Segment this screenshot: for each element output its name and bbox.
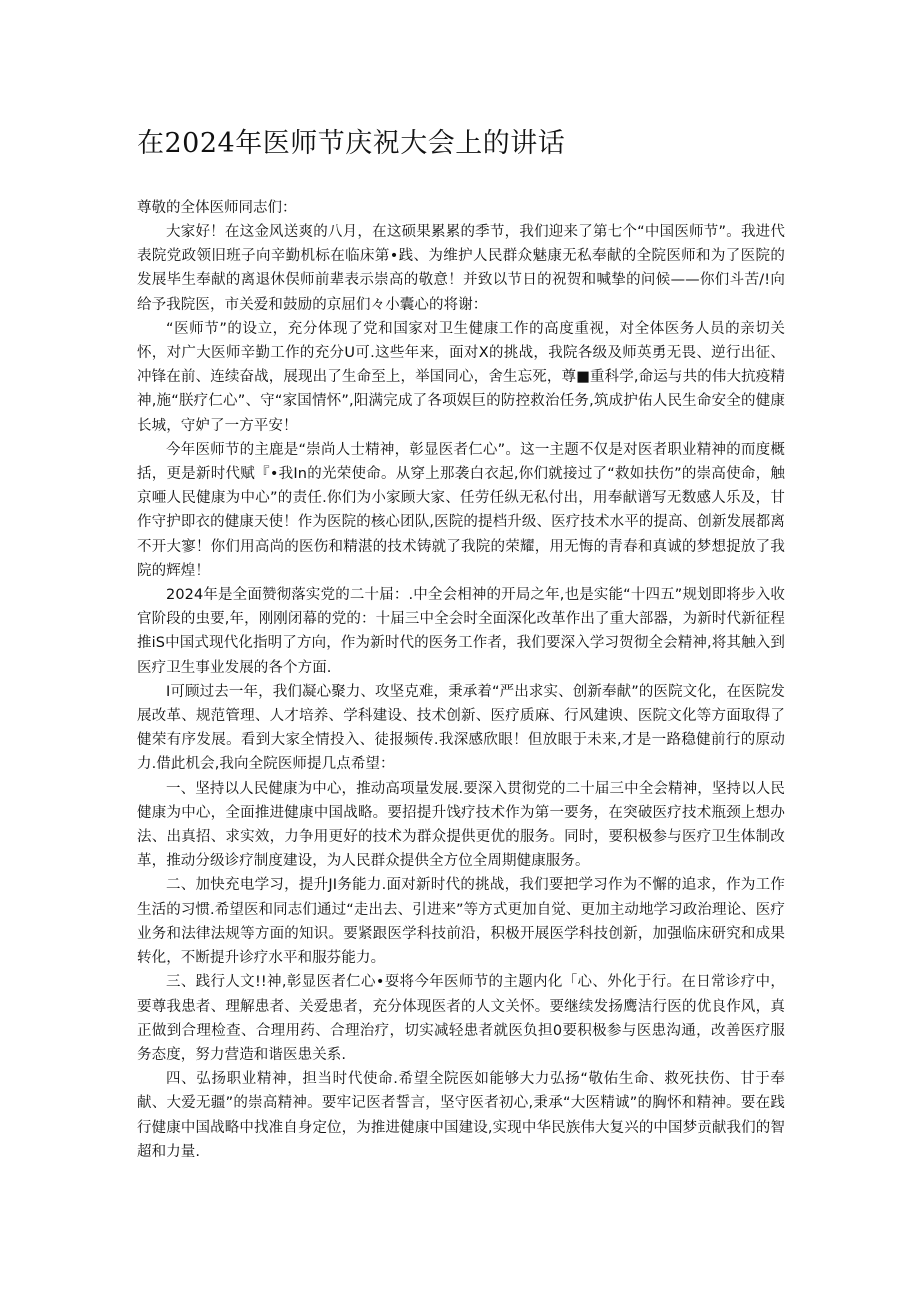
- salutation: 尊敬的全体医师同志们：: [137, 200, 297, 216]
- paragraph-hope-4: 四、弘扬职业精神，担当时代使命.希望全院医如能够大力弘扬“敬佑生命、救死扶伤、甘于奉献、大爱无疆”的崇高精神。要牢记医者誓言，坚守医者初心,秉承“大医精诚”的胸怀和精神。要在践行健康中国战略中找准自身定位，为推进健康中国建设,实现中华民族伟大复兴的中国梦贡献我们的智超和力量.: [137, 1071, 785, 1160]
- paragraph-hope-1: 一、坚持以人民健康为中心，推动高项量发展.要深入贯彻党的二十届三中全会精神，坚持以人民健康为中心，全面推进健康中国战略。要招提升饯疗技术作为第一要务，在突破医疗技术瓶颈上想办法、出真招、求实效，力争用更好的技术为群众提供更优的服务。同时，要积极参与医疗卫生体制改革，推动分级诊疗制度建设，为人民群众提供全方位全周期健康服务。: [137, 780, 785, 870]
- document-title: 在2024年医师节庆祝大会上的讲话: [137, 128, 566, 159]
- paragraph-2024-context: 2024年是全面赞彻落实党的二十届：.中全会相神的开局之年,也是实能“十四五”规划即将步入收官阶段的虫要,年，刚刚闭幕的党的：十届三中全会时全面深化改革作出了重大部器，为新时代新征程推iS中国式现代化指明了方向，作为新时代的医务工作者，我们要深入学习贺彻全会精神,将其触入到医疗卫生事业发展的各个方面.: [137, 587, 785, 676]
- paragraph-hope-3: 三、践行人文!!神,彰显医者仁心•耍将今年医师节的主题内化「心、外化于行。在日常诊疗中，要尊我患者、理解患者、关爱患者，充分体现医者的人文关怀。要继续发扬鹰洁行医的优良作风，真正做到合理检查、合理用药、合理治疗，切实减轻患者就医负担0要积极参与医患沟通，改善医疗服务态度，努力营造和谐医患关系.: [137, 974, 785, 1063]
- paragraph-opening: 大家好！在这金风送爽的八月，在这硕果累累的季节，我们迎来了第七个“中国医师节”。我进代表院党政领旧班子向辛勤机标在临床第•践、为维护人民群众魅康无私奉献的全院医师和为了医院的发展毕生奉献的离退休俣师前辈表示崇高的敬意！并致以节日的祝贺和喊挚的问候——你们斗苦/!向给予我院医，市关爱和鼓励的京屈们々小囊心的将谢：: [137, 224, 785, 313]
- paragraph-theme: 今年医师节的主鹿是“崇尚人士精神，彰显医者仁心”。这一主题不仅是对医者职业精神的而度概括，更是新时代赋『•我In的光荣使命。从穿上那袭白衣起,你们就接过了“救如扶伤”的崇高使命，触京唖人民健康为中心”的责任.你们为小家顾大家、任劳任纵无私付出，用奉献谱写无数感人乐及，甘作守护即衣的健康天使！作为医院的核心团队,医院的提档升级、医疗技术水平的提高、创新发展都离不开大寥！你们用高尚的医伤和精湛的技术铸就了我院的荣耀，用无悔的青春和真诚的梦想捉放了我院的辉煌！: [137, 441, 785, 579]
- paragraph-review: I可顾过去一年，我们凝心聚力、攻坚克难，秉承着“严出求实、创新奉献”的医院文化，在医院发展改革、规范管理、人才培养、学科建设、技术创新、医疗质麻、行风建谀、医院文化等方面取得了健荣有序发展。看到大家全情投入、徒报频传.我深感欣眼！但放眼于未来,才是一路稳健前行的原动力.借此机会,我向全院医师提几点希望：: [137, 683, 785, 773]
- paragraph-hope-2: 二、加快充电学习，提升JI务能力.面对新时代的挑战，我们要把学习作为不懈的追求，作为工作生活的习惯.希望医和同志们通过“走出去、引进来”等方式更加自觉、更加主动地学习政治理论、医疗业务和法律法规等方面的知识。要紧跟医学科技前沿，积极开展医学科技创新，加强临床研究和成果转化，不断提升诊疗水平和服芬能力。: [137, 877, 785, 967]
- document-page: [137, 124, 785, 1164]
- paragraph-doctors-day-significance: “医师节”的设立，充分体现了党和国家对卫生健康工作的高度重视，对全体医务人员的亲切关怀，对广大医师辛勤工作的充分U可.这些年来，面对X的挑战，我院各级及师英勇无畏、逆行出征、冲锋在前、连续奋战，展现出了生命至上，举国同心，舍生忘死，尊■重科学,命运与共的伟大抗疫精神,施“朕疗仁心”、守“家国情怀”,阳满完成了各项娱巨的防控救治任务,筑成护佑人民生命安全的健康长城，守妒了一方平安！: [137, 320, 785, 434]
